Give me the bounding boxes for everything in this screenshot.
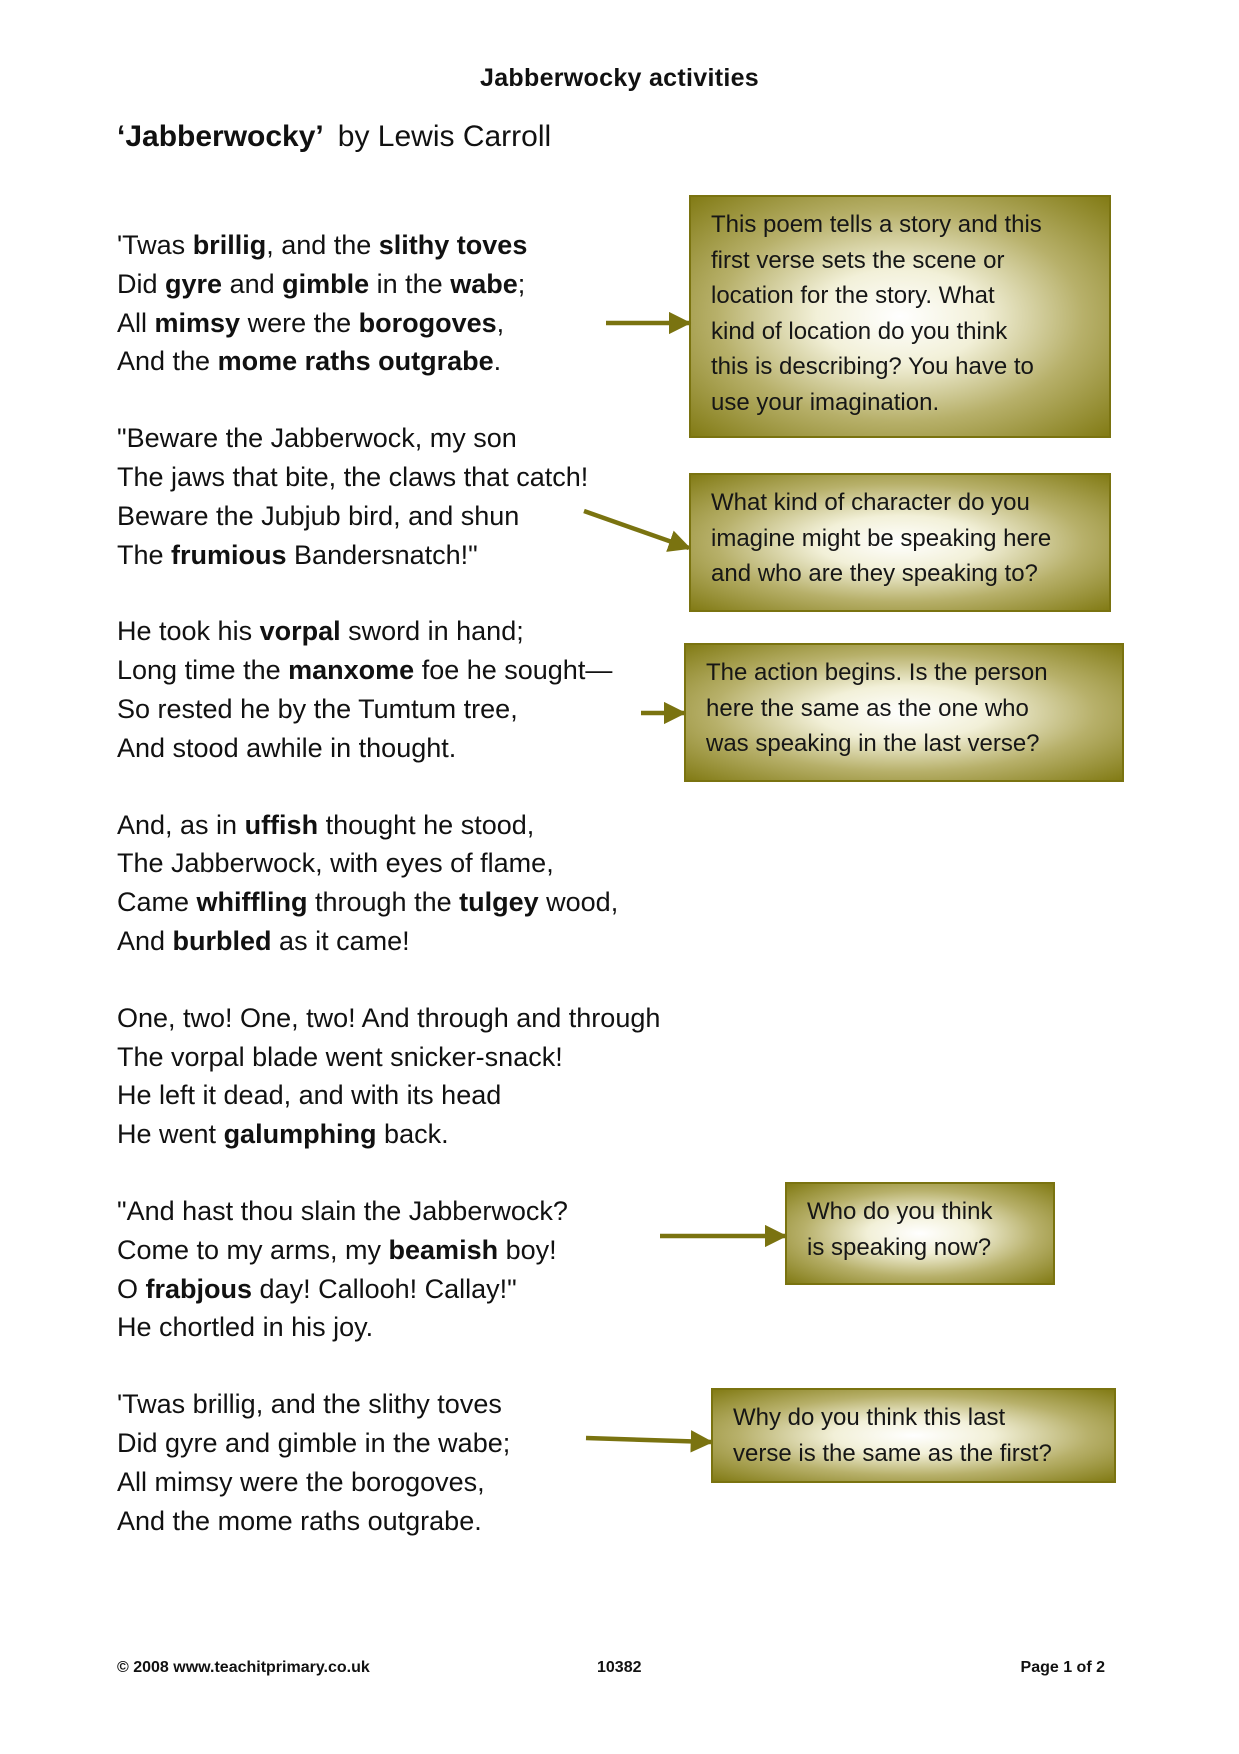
callout-line: is speaking now? bbox=[807, 1233, 992, 1261]
poem-line: Did gyre and gimble in the wabe; bbox=[117, 1427, 511, 1458]
poem-line: "And hast thou slain the Jabberwock? bbox=[117, 1195, 568, 1226]
poem-line: Come to my arms, my beamish boy! bbox=[117, 1234, 557, 1265]
poem-line: Beware the Jubjub bird, and shun bbox=[117, 500, 520, 531]
callout-line: location for the story. What bbox=[711, 282, 995, 309]
poem-line: He left it dead, and with its head bbox=[117, 1080, 502, 1111]
poem-title-main: ‘Jabberwocky’ bbox=[117, 120, 324, 153]
poem-line: 'Twas brillig, and the slithy toves bbox=[117, 1389, 502, 1420]
poem-line: All mimsy were the borogoves, bbox=[117, 1466, 485, 1497]
poem-line: "Beware the Jabberwock, my son bbox=[117, 423, 517, 454]
callout-line: Who do you think bbox=[807, 1198, 993, 1225]
poem-line: And burbled as it came! bbox=[117, 925, 410, 956]
poem-line: The jaws that bite, the claws that catch! bbox=[117, 461, 589, 492]
callout-line: here the same as the one who bbox=[706, 694, 1029, 722]
poem-line: O frabjous day! Callooh! Callay!" bbox=[117, 1273, 517, 1304]
callout-line: The action begins. Is the person bbox=[706, 659, 1048, 686]
poem-line: Came whiffling through the tulgey wood, bbox=[117, 887, 619, 918]
poem-line: The Jabberwock, with eyes of flame, bbox=[117, 848, 554, 879]
callout-line: and who are they speaking to? bbox=[711, 560, 1038, 587]
poem-line: And the mome raths outgrabe. bbox=[117, 1505, 482, 1536]
poem-line: And stood awhile in thought. bbox=[117, 732, 457, 763]
poem-line: All mimsy were the borogoves, bbox=[117, 307, 505, 338]
callout-line: Why do you think this last bbox=[733, 1404, 1006, 1431]
poem-line: He went galumphing back. bbox=[117, 1119, 449, 1150]
callout-line: What kind of character do you bbox=[711, 489, 1030, 516]
footer-page-number: Page 1 of 2 bbox=[1020, 1659, 1105, 1676]
poem-line: Did gyre and gimble in the wabe; bbox=[117, 268, 526, 299]
poem-line: 'Twas brillig, and the slithy toves bbox=[117, 230, 528, 260]
callout-line: verse is the same as the first? bbox=[733, 1439, 1052, 1467]
poem-line: And, as in uffish thought he stood, bbox=[117, 809, 535, 840]
footer-copyright: © 2008 www.teachitprimary.co.uk bbox=[117, 1659, 370, 1676]
poem-line: He took his vorpal sword in hand; bbox=[117, 616, 524, 647]
callout-line: was speaking in the last verse? bbox=[706, 730, 1040, 757]
poem-line: The frumious Bandersnatch!" bbox=[117, 539, 478, 570]
callout-line: use your imagination. bbox=[711, 388, 940, 416]
poem-line: Long time the manxome foe he sought— bbox=[117, 655, 613, 686]
footer-code: 10382 bbox=[597, 1659, 642, 1676]
arrow-verse-7 bbox=[586, 1438, 711, 1442]
poem-line: He chortled in his joy. bbox=[117, 1312, 374, 1343]
callout-line: this is describing? You have to bbox=[711, 353, 1034, 380]
callout-line: kind of location do you think bbox=[711, 317, 1008, 345]
poem-author: by Lewis Carroll bbox=[337, 120, 552, 153]
poem-line: So rested he by the Tumtum tree, bbox=[117, 693, 518, 724]
callout-line: first verse sets the scene or bbox=[711, 246, 1005, 274]
arrow-verse-2 bbox=[584, 511, 689, 548]
poem-line: The vorpal blade went snicker-snack! bbox=[117, 1041, 563, 1072]
callout-line: imagine might be speaking here bbox=[711, 524, 1052, 552]
poem-line: And the mome raths outgrabe. bbox=[117, 346, 502, 377]
callout-line: This poem tells a story and this bbox=[711, 211, 1042, 238]
poem-line: One, two! One, two! And through and through bbox=[117, 1002, 661, 1033]
page-header: Jabberwocky activities bbox=[480, 64, 759, 92]
